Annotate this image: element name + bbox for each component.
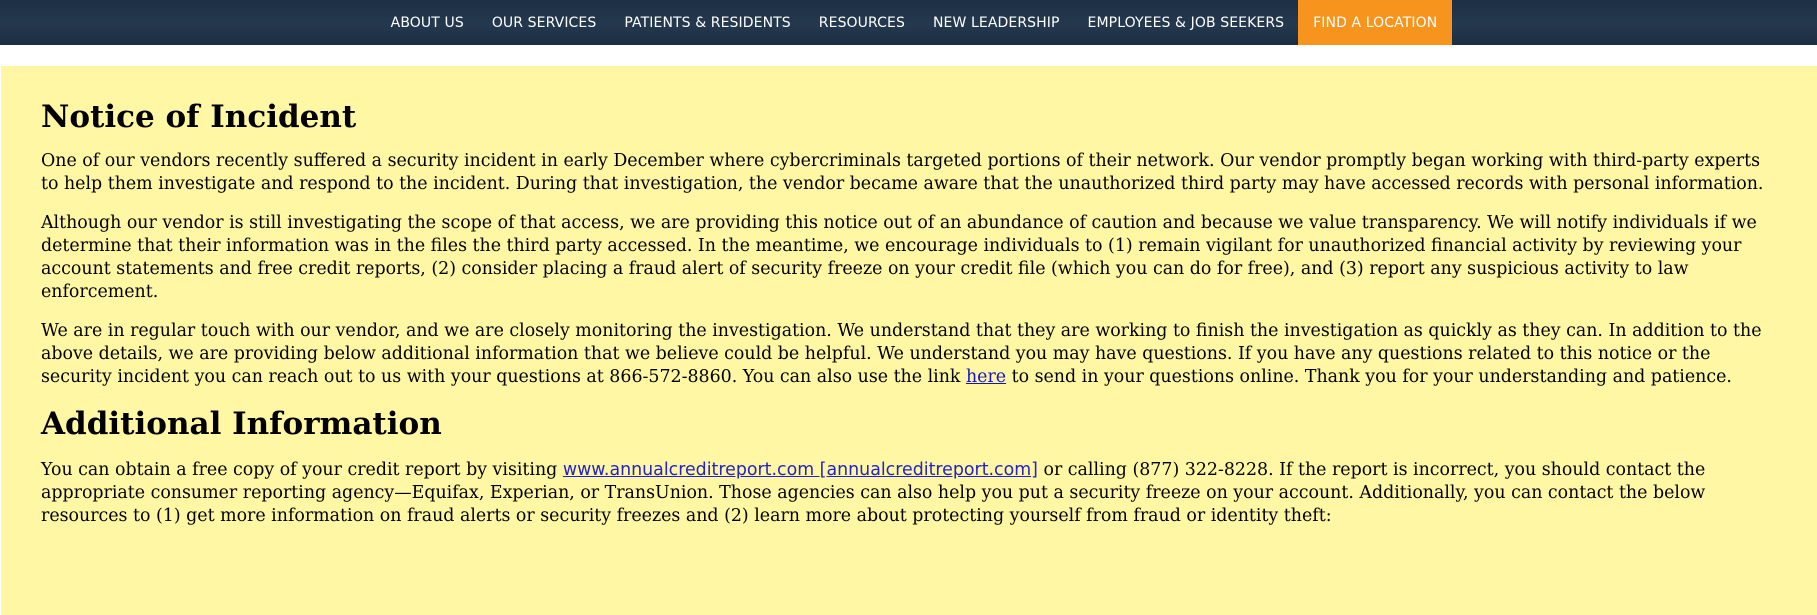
notice-paragraph-3-text-end: to send in your questions online. Thank you for your understanding and patience. xyxy=(1006,367,1732,388)
annualcreditreport-link[interactable]: www.annualcreditreport.com [annualcreditreport.com] xyxy=(562,460,1038,481)
notice-paragraph-3 xyxy=(41,320,1777,389)
nav-item-patients-residents[interactable]: PATIENTS & RESIDENTS xyxy=(624,14,791,31)
notice-title: Notice of Incident xyxy=(41,99,357,135)
nav-item-resources[interactable]: RESOURCES xyxy=(818,14,905,31)
additional-information-title: Additional Information xyxy=(41,406,442,443)
notice-content-panel xyxy=(1,66,1817,615)
nav-item-new-leadership[interactable]: NEW LEADERSHIP xyxy=(932,14,1060,31)
nav-item-employees-job-seekers[interactable]: EMPLOYEES & JOB SEEKERS xyxy=(1087,14,1285,31)
notice-paragraph-3-text: We are in regular touch with our vendor, and we are closely monitoring the investigation. We understand that they are working to finish the investigation as quickly as they can. In addition to the above details, we are providing below additional information that we believe could be helpful. We understand you may have questions. If you have any questions related to this notice or the security incident you can reach out to us with your questions at 866-572-8860. You can also use the link xyxy=(41,321,1762,388)
additional-paragraph-1-text-end: or calling (877) 322-8228. If the report is incorrect, you should contact the appropriate consumer reporting agency—Equifax, Experian, or TransUnion. Those agencies can also help you put a security freeze on your account. Additionally, you can contact the below resources to (1) get more information on fraud alerts or security freezes and (2) learn more about protecting yourself from fraud or identity theft: xyxy=(41,460,1706,527)
notice-paragraph-2: Although our vendor is still investigating the scope of that access, we are providing this notice out of an abundance of caution and because we value transparency. We will notify individuals if we determine that their information was in the files the third party accessed. In the meantime, we encourage individuals to (1) remain vigilant for unauthorized financial activity by reviewing your account statements and free credit reports, (2) consider placing a fraud alert of security freeze on your credit file (which you can do for free), and (3) report any suspicious activity to law enforcement. xyxy=(41,213,1757,303)
nav-menu xyxy=(377,0,1453,45)
nav-item-our-services[interactable]: OUR SERVICES xyxy=(491,14,597,31)
notice-paragraph-1: One of our vendors recently suffered a security incident in early December where cybercriminals targeted portions of their network. Our vendor promptly began working with third-party experts to help them investigate and respond to the incident. During that investigation, the vendor became aware that the unauthorized third party may have accessed records with personal information. xyxy=(41,151,1764,195)
nav-item-about-us[interactable]: ABOUT US xyxy=(390,14,464,31)
top-navigation-bar xyxy=(0,0,1817,45)
questions-here-link[interactable]: here xyxy=(965,367,1007,388)
find-a-location-button[interactable]: FIND A LOCATION xyxy=(1298,0,1452,45)
additional-paragraph-1 xyxy=(41,459,1777,528)
additional-paragraph-1-text: You can obtain a free copy of your credit report by visiting xyxy=(41,460,563,481)
